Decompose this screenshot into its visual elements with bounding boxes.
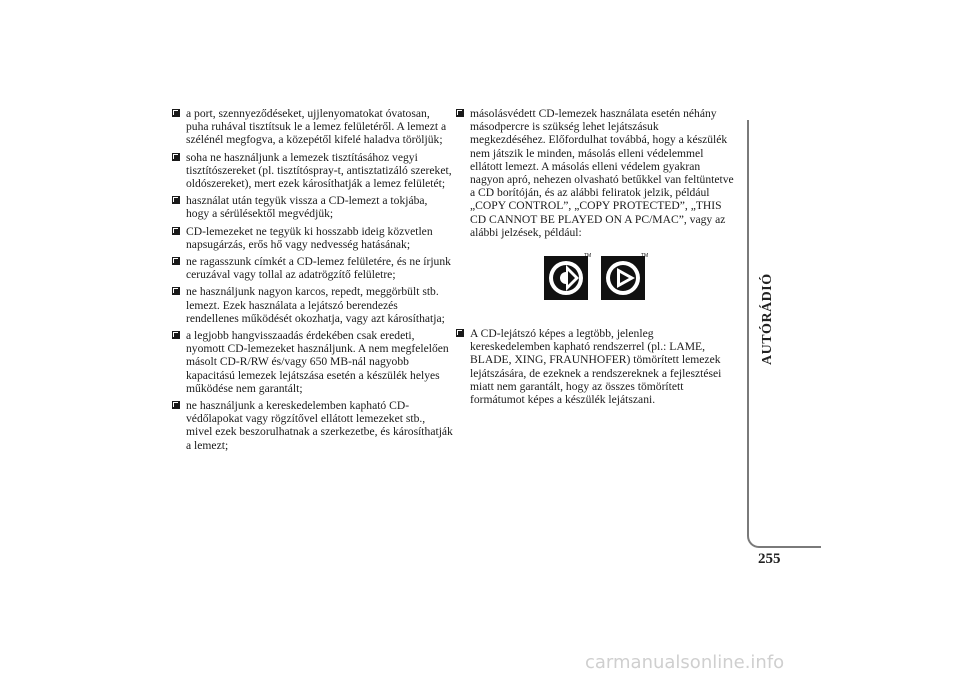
bullet-list-right-2 xyxy=(455,327,735,406)
checkbox-bullet-icon xyxy=(172,287,180,295)
copy-control-cc-logo-icon xyxy=(544,251,594,303)
list-item-text: másolásvédett CD-lemezek használata esetén néhány másodpercre is szükség lehet lejátszásuk megkezdéséhez. Előfordulhat továbbá, hogy a készülék nem játszik le minden, másolás elleni védelemmel ellátott lemezt. A másolás elleni védelem gyakran nagyon apró, nehezen olvasható betűkkel van feltüntetve a CD borítóján, és az alábbi feliratok jelzik, például „COPY CONTROL”, „COPY PROTECTED”, „THIS CD CANNOT BE PLAYED ON A PC/MAC”, vagy az alábbi jelzések, például: xyxy=(470,107,734,239)
list-item xyxy=(171,107,453,147)
list-item xyxy=(171,194,453,220)
list-item-text: a legjobb hangvisszaadás érdekében csak eredeti, nyomott CD-lemezeket használjunk. A nem megfelelően másolt CD-R/RW és/vagy 650 MB-nál nagyobb kapacitású lemezek lejátszása esetén a készülék helyes működése nem garantált; xyxy=(186,329,449,395)
checkbox-bullet-icon xyxy=(172,257,180,265)
checkbox-bullet-icon xyxy=(456,109,464,117)
list-item-text: CD-lemezeket ne tegyük ki hosszabb ideig közvetlen napsugárzás, erős hő vagy nedvesség hatásának; xyxy=(186,224,433,251)
left-column xyxy=(171,107,453,456)
bullet-list-left xyxy=(171,107,453,452)
checkbox-bullet-icon xyxy=(172,196,180,204)
checkbox-bullet-icon xyxy=(172,331,180,339)
copy-control-play-logo-icon xyxy=(601,251,651,303)
chapter-tab-label: AUTÓRÁDIÓ xyxy=(760,273,775,365)
list-item xyxy=(455,327,735,406)
list-item-text: A CD-lejátszó képes a legtöbb, jelenleg kereskedelemben kapható rendszerrel (pl.: LAME, BLADE, XING, FRAUNHOFER) tömörített lemezek lejátszására, de ezeknek a rendszereknek a fejlesztései miatt nem garantált, hogy az összes tömörített formátumot képes a készülék lejátszani. xyxy=(470,327,722,407)
list-item-text: ne használjunk a kereskedelemben kapható CD-védőlapokat vagy rögzítővel ellátott lemezeket stb., mivel ezek beszorulhatnak a szerkezetbe, és károsíthatják a lemezt; xyxy=(186,399,453,452)
checkbox-bullet-icon xyxy=(172,227,180,235)
list-item xyxy=(171,255,453,281)
watermark: carmanualsonline.info xyxy=(585,652,785,673)
list-item-text: soha ne használjunk a lemezek tisztításához vegyi tisztítószereket (pl. tisztítóspray-t, antisztatizáló szereket, oldószereket), mert ezek károsíthatják a lemez felületét; xyxy=(186,150,452,191)
checkbox-bullet-icon xyxy=(172,401,180,409)
tm-mark: TM xyxy=(584,253,592,260)
list-item-text: használat után tegyük vissza a CD-lemezt a tokjába, hogy a sérülésektől megvédjük; xyxy=(186,194,428,221)
list-item-text: ne ragasszunk címkét a CD-lemez felületére, és ne írjunk ceruzával vagy tollal az adatrögzítő felületre; xyxy=(186,255,451,282)
checkbox-bullet-icon xyxy=(456,329,464,337)
tm-mark: TM xyxy=(641,253,649,260)
checkbox-bullet-icon xyxy=(172,153,180,161)
list-item xyxy=(171,329,453,395)
list-item xyxy=(171,285,453,325)
chapter-side-tab xyxy=(747,120,821,548)
list-item xyxy=(171,225,453,251)
right-column xyxy=(455,107,735,410)
list-item xyxy=(171,399,453,452)
list-item xyxy=(455,107,735,239)
copy-protection-logos xyxy=(455,251,735,311)
list-item-text: a port, szennyeződéseket, ujjlenyomatokat óvatosan, puha ruhával tisztítsuk le a lemez felületéről. A lemezt a szélénél megfogva, a közepétől kifelé haladva töröljük; xyxy=(186,107,447,147)
bullet-list-right xyxy=(455,107,735,239)
list-item xyxy=(171,151,453,191)
checkbox-bullet-icon xyxy=(172,109,180,117)
page-number: 255 xyxy=(758,551,781,567)
list-item-text: ne használjunk nagyon karcos, repedt, meggörbült stb. lemezt. Ezek használata a lejátszó berendezés rendellenes működését okozhatja, vagy azt károsíthatja; xyxy=(186,285,445,325)
